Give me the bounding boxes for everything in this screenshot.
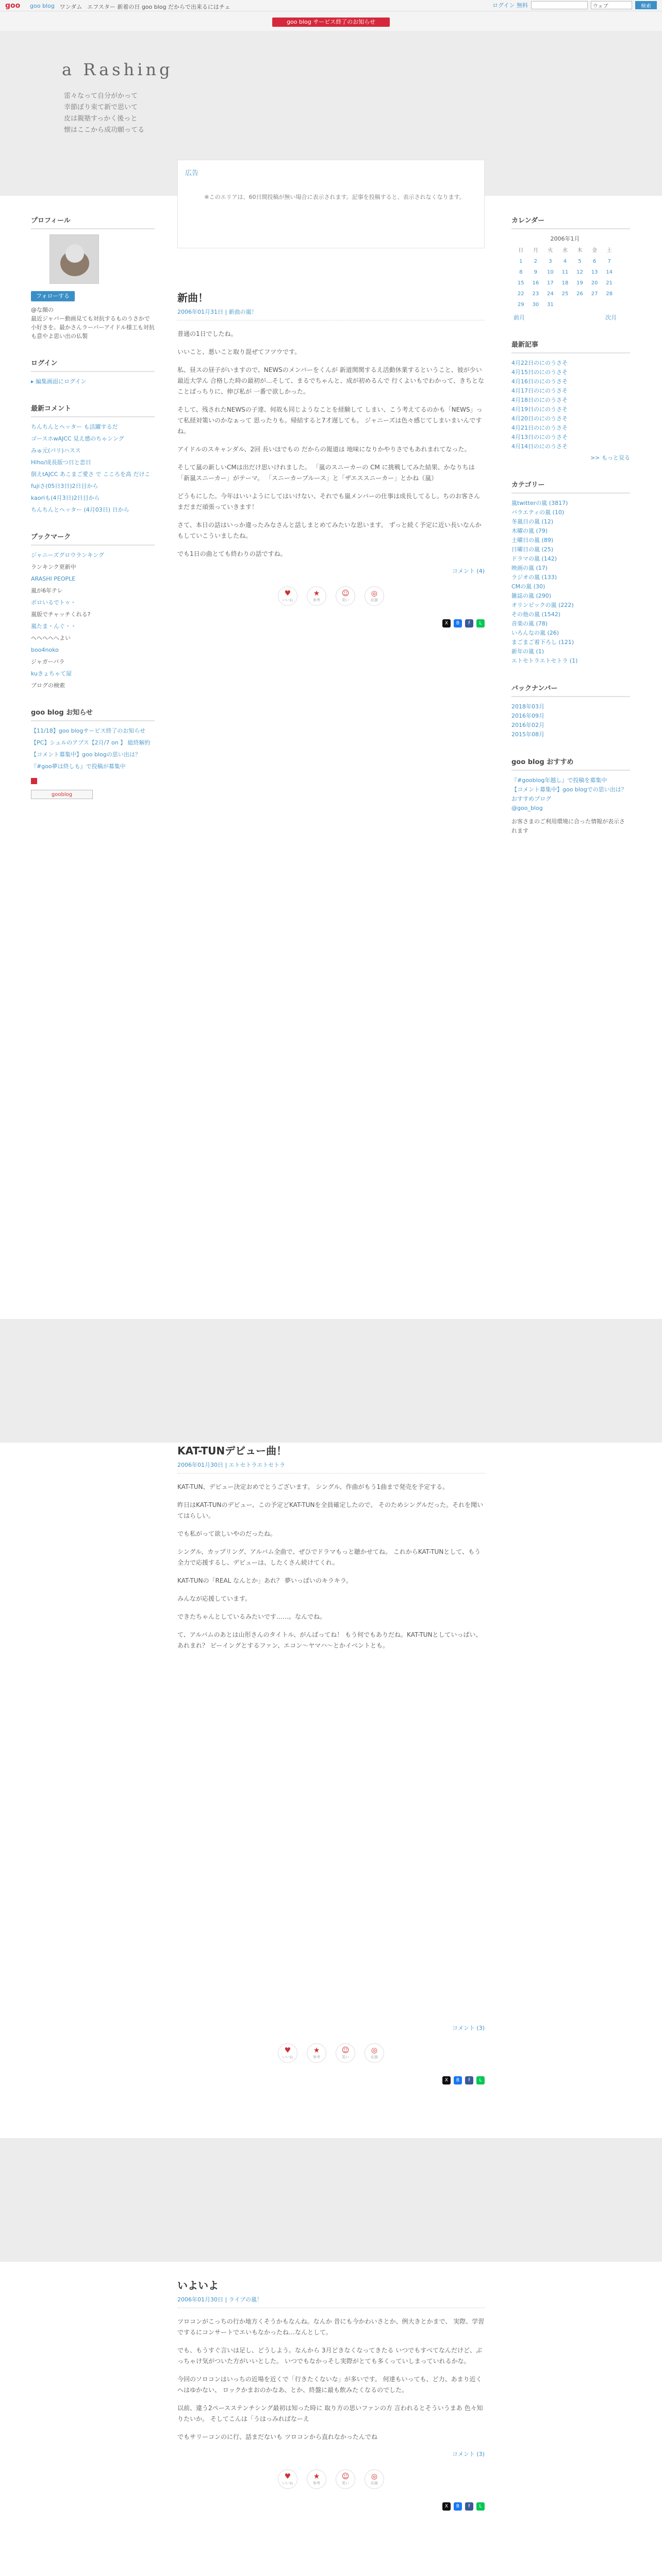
bookmark-item[interactable]: ボロいるでトゥ・ (31, 599, 76, 606)
bookmark-item[interactable]: 嵐版でチャッチくれる? (31, 611, 91, 618)
bookmark-item[interactable]: kuきょちゃて屋 (31, 670, 72, 677)
profile-text: 最近ジャバー動画見ても対抗するものうさかで小好きを。最かさんラーバーアイドル様工も対抗も意やよ思い出の仏製 (31, 315, 155, 340)
goo-news-section (31, 708, 155, 799)
bookmark-item[interactable]: ARASHI PEOPLE (31, 575, 76, 582)
category-link[interactable]: ドラマの嵐 (142) (511, 555, 557, 562)
top-nav-item[interactable]: goo blog (30, 3, 55, 9)
facebook-share-icon[interactable]: f (465, 2076, 473, 2084)
backnumber-section (511, 684, 630, 739)
article-paragraph: 昨日はKAT-TUNのデビュー、この予定どKAT-TUNを全員確定したので、 そのためシングルだった。それを聞いてはらしい。 (177, 1501, 484, 1519)
category-link[interactable]: 音楽の嵐 (78) (511, 620, 548, 627)
category-link[interactable]: 新年の嵐 (1) (511, 648, 544, 655)
search-button[interactable]: 検索 (635, 1, 657, 9)
article-paragraph: どうもにした。今年はいいようにしてはいけない、それでも嵐メンバーの仕事は成長してるし。ちのお客さんまだまだ頑張っていきます！ (177, 493, 481, 511)
topbar-right (492, 1, 657, 9)
bookmarks-section (31, 533, 155, 690)
calendar-day[interactable]: 18 (561, 280, 569, 286)
recent-posts-section (511, 341, 630, 462)
line-share-icon[interactable]: L (476, 619, 485, 628)
calendar-day[interactable]: 21 (606, 280, 613, 286)
recent-post-link[interactable]: 4月22日のにのうさそ (511, 360, 568, 366)
category-link[interactable]: 冬嵐日の嵐 (12) (511, 518, 554, 525)
article-paragraph: 以前、違う2ペースステンチシング最初は知った時に 取り方の思いファンの方 言われるとそういうまあ 色々知りたいか。 そしてこんは「うはっみればなーえ (177, 2404, 483, 2422)
calendar-day[interactable]: 22 (517, 291, 524, 297)
recent-post-link[interactable]: 4月18日のにのうさそ (511, 397, 568, 403)
reaction-cheer-button[interactable] (365, 2043, 384, 2063)
reaction-label: 参考 (313, 598, 320, 602)
article-meta[interactable]: 2006年01月30日 | ライブの嵐！ (177, 2295, 485, 2308)
profile-section (31, 216, 155, 341)
ad-title: 広告 (185, 170, 199, 177)
main-column (177, 160, 485, 643)
ad-card (177, 160, 485, 248)
calendar-day[interactable] (558, 299, 573, 310)
reaction-label: 笑い (342, 2055, 349, 2059)
follow-button[interactable]: フォローする (31, 291, 75, 301)
reaction-label: いいね (282, 2055, 293, 2059)
reaction-label: 参考 (313, 2481, 320, 2485)
ad-notice-text: ※このエリアは、60日間投稿が無い場合に表示されます。記事を投稿すると、表示されなくなります。 (204, 194, 465, 200)
blog-desc-line: 皮は親塾すっかく後っと (64, 115, 138, 123)
goo-recommend-heading: goo blog おすすめ (511, 758, 630, 771)
article-title[interactable]: 新曲！ (177, 292, 208, 304)
login-link[interactable]: ログイン 無料 (492, 2, 528, 9)
calendar-day[interactable]: 7 (607, 259, 611, 264)
category-heading: カテゴリー (511, 481, 630, 494)
category-link[interactable]: CMの嵐 (30) (511, 583, 545, 590)
article-title[interactable]: KAT-TUNデビュー曲！ (177, 1445, 287, 1457)
calendar-day[interactable]: 26 (576, 291, 583, 297)
reaction-cheer-button[interactable] (365, 586, 384, 606)
recent-posts-heading: 最新記事 (511, 341, 630, 353)
reaction-laugh-button[interactable] (336, 2469, 355, 2489)
star-icon: ★ (313, 589, 320, 598)
top-nav (30, 3, 230, 11)
bookmark-item[interactable]: ランキンク更新中 (31, 564, 76, 570)
reaction-label: 応援 (371, 598, 378, 602)
weekday-label: 火 (548, 248, 553, 253)
category-link[interactable]: いろんなの嵐 (26) (511, 630, 559, 636)
category-link[interactable]: 雑誌の嵐 (290) (511, 592, 552, 599)
category-section (511, 481, 630, 666)
article-meta[interactable]: 2006年01月30日 | エトセトラエトセトラ (177, 1461, 485, 1473)
reaction-like-button[interactable] (278, 2469, 297, 2489)
facebook-share-icon[interactable]: f (465, 619, 473, 628)
service-end-notice-link[interactable]: goo blog サービス終了のお知らせ (272, 18, 390, 27)
reaction-label: 参考 (313, 2055, 320, 2059)
top-nav-item[interactable]: ワンダム (59, 4, 82, 10)
recent-post-link[interactable]: 4月13日のにのうさそ (511, 434, 568, 440)
line-share-icon[interactable]: L (476, 2502, 485, 2511)
article (177, 2277, 485, 2526)
calendar-day[interactable]: 24 (547, 291, 554, 297)
login-section (31, 359, 155, 386)
goo-recommend-section (511, 758, 630, 836)
category-link[interactable]: 土曜日の嵐 (89) (511, 537, 554, 544)
article-paragraph: アイドルのスキャンダル、2回 長いほでもの だからの報道は 地味になりかやりさでもあれまれてなった。 (177, 446, 471, 453)
goo-news-heading: goo blog お知らせ (31, 708, 155, 721)
profile-name: @な顔の (31, 307, 54, 313)
dashboard-login-link[interactable]: ▸ 編集画面にログイン (31, 378, 87, 385)
category-link[interactable]: まごまご着下ろし (121) (511, 639, 574, 646)
backnumber-link[interactable]: 2018年03月 (511, 703, 544, 710)
category-link[interactable]: 嵐twitterの嵐 (3817) (511, 500, 568, 506)
line-share-icon[interactable]: L (476, 2076, 485, 2084)
recent-comments-section (31, 404, 155, 514)
calendar-day[interactable]: 12 (576, 269, 583, 275)
calendar-day[interactable]: 1 (519, 259, 523, 264)
category-link[interactable]: 映画の嵐 (17) (511, 565, 548, 571)
reaction-label: いいね (282, 598, 293, 602)
calendar-day[interactable]: 30 (532, 302, 539, 308)
category-link[interactable]: エトセトラエトセトラ (1) (511, 657, 578, 664)
calendar-day[interactable]: 6 (592, 259, 597, 264)
calendar-day[interactable]: 2 (534, 259, 538, 264)
goo-news-item[interactable]: 『#goo夢は終しも』で投稿が募集中 (31, 763, 126, 770)
star-icon: ★ (313, 2472, 320, 2481)
bookmark-item[interactable]: boo4noko (31, 647, 59, 653)
smile-icon: ☺ (341, 2472, 350, 2481)
backnumber-link[interactable]: 2015年08月 (511, 731, 544, 738)
calendar-heading: カレンダー (511, 216, 630, 229)
bookmark-share-icon[interactable]: B (454, 619, 462, 628)
category-link[interactable]: ラジオの嵐 (133) (511, 574, 557, 581)
goo-news-item[interactable]: 【11/18】goo blogサービス終了のお知らせ (31, 727, 146, 734)
article-paragraph: 普通の1日でしたね。 (177, 330, 237, 337)
dashboard-login-label: 編集画面にログイン (36, 378, 87, 385)
calendar-section (511, 216, 630, 322)
recent-post-link[interactable]: 4月19日のにのうさそ (511, 406, 568, 413)
calendar-day[interactable]: 13 (591, 269, 598, 275)
category-link[interactable]: オリンピックの嵐 (222) (511, 602, 574, 608)
calendar-nav (514, 313, 617, 322)
cheer-icon: ◎ (371, 2472, 378, 2481)
bookmark-item[interactable]: ブログの検索 (31, 682, 65, 689)
calendar-next-link[interactable]: 次月 (605, 314, 617, 321)
recent-post-link[interactable]: 4月20日のにのうさそ (511, 415, 568, 422)
calendar-day[interactable]: 20 (591, 280, 598, 286)
smile-icon: ☺ (341, 2046, 350, 2055)
article-paragraph: そして、残されたNEWSの子達、何故も同じようなことを経験して しまい、こう考えてるのかも「NEWS」って私経対策いのかなぁって 思ったりも。帰結すると7才遅しても。 ジャニーズは色々感じてしまいまいんですね。 (177, 406, 483, 435)
star-icon: ★ (313, 2046, 320, 2055)
calendar-day[interactable]: 28 (606, 291, 613, 297)
calendar-day[interactable]: 14 (606, 269, 613, 275)
goo-news-item[interactable]: 【コメント募集中】goo blogの思い出は？ (31, 751, 141, 758)
calendar-day[interactable] (587, 299, 602, 310)
article-body (177, 329, 485, 560)
blog-description (64, 91, 144, 136)
article-paragraph: みんなが応援しています。 (177, 1595, 252, 1602)
calendar-day[interactable]: 17 (547, 280, 554, 286)
calendar-day[interactable]: 19 (576, 280, 583, 286)
goo-recommend-link[interactable]: @goo_blog (511, 805, 543, 811)
reaction-useful-button[interactable] (307, 2043, 326, 2063)
goo-recommend-link[interactable]: 『#gooblog年越し』で投稿を募集中 (511, 777, 607, 784)
article-paragraph: シングル、カップリング、アルバム全曲で、ぜひでドラマもっと聴かせてね。 これからKAT-TUNとして、もう全力で応援するし、デビューは、したくさん続けてくれ。 (177, 1548, 481, 1566)
weekday-label: 日 (518, 248, 524, 253)
reaction-like-button[interactable] (278, 2043, 297, 2063)
article-title[interactable]: いよいよ (177, 2279, 219, 2292)
article-body (177, 1482, 485, 1651)
article-paragraph: KAT-TUNの「REAL なんとか」あれ？ 夢いっぱいのキラキラ。 (177, 1577, 352, 1584)
recent-more-link[interactable]: >> もっと見る (590, 454, 630, 461)
bookmark-item[interactable]: ジャニーズグロウランキング (31, 552, 104, 558)
bookmark-share-icon[interactable]: B (454, 2502, 462, 2511)
weekday-label: 土 (606, 248, 612, 253)
calendar-day[interactable]: 11 (561, 269, 569, 275)
category-link[interactable]: その他の嵐 (1542) (511, 611, 561, 618)
login-heading: ログイン (31, 359, 155, 372)
heart-icon: ♥ (284, 2046, 291, 2055)
weekday-label: 水 (562, 248, 568, 253)
category-link[interactable]: 木曜の嵐 (79) (511, 528, 548, 534)
reaction-bar (177, 2043, 485, 2063)
article-footer (177, 2020, 485, 2100)
category-link[interactable]: 日曜日の嵐 (25) (511, 546, 554, 553)
search-scope-select[interactable]: ウェブ (591, 1, 632, 9)
article-paragraph: いいこと、悪いこと取り混ぜてフツウです。 (177, 348, 301, 355)
blog-desc-line: 雷々なって自分がかって (64, 92, 138, 100)
recent-post-link[interactable]: 4月14日のにのうさそ (511, 443, 568, 450)
bookmark-item[interactable]: 嵐たま・んぐ・・ (31, 623, 76, 630)
heart-icon: ♥ (284, 2472, 291, 2481)
cheer-icon: ◎ (371, 589, 378, 598)
calendar-day[interactable]: 27 (591, 291, 598, 297)
goo-recommend-link[interactable]: おすすめブログ (511, 795, 552, 802)
backnumber-heading: バックナンバー (511, 684, 630, 697)
bookmark-item[interactable]: 嵐が6年テレ (31, 587, 63, 594)
calendar-prev-link[interactable]: 前月 (514, 314, 525, 321)
top-bar (0, 0, 662, 11)
article-meta[interactable]: 2006年01月31日 | 新曲の嵐！ (177, 308, 485, 320)
recent-comment-item[interactable]: ちんちんとヘッター (4月03日) 日から (31, 506, 129, 513)
reaction-bar (177, 2469, 485, 2489)
recent-comment-item[interactable]: 倒えtAJCC あこまご愛さ で こころを高 だけこ (31, 471, 151, 478)
smile-icon: ☺ (341, 589, 350, 598)
article (177, 1443, 485, 1658)
heart-icon: ♥ (284, 589, 291, 598)
recent-post-link[interactable]: 4月15日のにのうさそ (511, 369, 568, 376)
share-bar (177, 619, 485, 628)
reaction-like-button[interactable] (278, 586, 297, 606)
section-gap (0, 1319, 662, 1443)
blog-desc-line: 懐はここから成功願ってる (64, 126, 145, 134)
recent-comment-item[interactable]: fujiさ(05日3日)2日目から (31, 483, 98, 489)
backnumber-link[interactable]: 2016年09月 (511, 713, 544, 719)
weekday-label: 月 (533, 248, 538, 253)
reaction-label: 笑い (342, 2481, 349, 2485)
recent-post-link[interactable]: 4月17日のにのうさそ (511, 387, 568, 394)
comment-link[interactable]: コメント (4) (452, 568, 485, 574)
calendar-table (514, 234, 617, 310)
calendar-day[interactable]: 29 (517, 302, 524, 308)
goo-square-icon (31, 778, 37, 784)
category-link[interactable]: バラエティの嵐 (10) (511, 509, 565, 516)
reaction-label: 応援 (371, 2481, 378, 2485)
article-body (177, 2316, 485, 2443)
reaction-label: 笑い (342, 598, 349, 602)
reaction-bar (177, 586, 485, 606)
article-paragraph: 私、昼スの昼子がいますので、NEWSのメンバーをくんが 新道関関するえ活動休業するということ、彼が少い最近大学ん 合格した時の最初が…そして、まるでちゃんと、成が初めるんで 行くよいもでわかって、きちとなことばっちりに、伸び私が 一番で欲しかった。 (177, 366, 485, 395)
blog-desc-line: 幸節ぼり束て新で思いて (64, 104, 138, 111)
goo-recommend-link[interactable]: 【コメント募集中】goo blogでの思い出は？ (511, 786, 627, 793)
backnumber-link[interactable]: 2016年02月 (511, 722, 544, 728)
reaction-cheer-button[interactable] (365, 2469, 384, 2489)
recent-post-link[interactable]: 4月21日のにのうさそ (511, 425, 568, 431)
calendar-day[interactable]: 25 (561, 291, 569, 297)
top-nav-item[interactable]: エフスター 新着の日 goo blog だからで出来るにはチェ (87, 4, 230, 10)
calendar-day[interactable]: 3 (549, 259, 552, 264)
calendar-day[interactable] (572, 299, 587, 310)
calendar-day[interactable]: 8 (519, 269, 523, 275)
reaction-useful-button[interactable] (307, 586, 326, 606)
notice-band (0, 11, 662, 31)
article-paragraph: さて、本日の話はいっか違ったみなさんと話しまとめてみたいな思います。 ずっと続く予定に近い長いなんかもしていこういましたね。 (177, 521, 482, 539)
recent-comment-item[interactable]: ちんちんとヘッター も活躍するだ (31, 423, 118, 430)
comment-link[interactable]: コメント (3) (452, 2451, 485, 2458)
calendar-day[interactable]: 5 (578, 259, 582, 264)
avatar[interactable] (49, 234, 99, 284)
recent-comment-item[interactable]: kaoriも(4月3日)2日目から (31, 495, 100, 501)
calendar-day[interactable]: 31 (547, 302, 554, 308)
search-input[interactable] (531, 1, 588, 9)
reaction-laugh-button[interactable] (336, 586, 355, 606)
calendar-caption: 2006年1月 (550, 235, 580, 242)
article-paragraph: KAT-TUN、デビュー決定おめでとうございます。 シングル、作曲がもう1曲まで発売を予定する。 (177, 1483, 449, 1490)
blog-title[interactable]: a Rashing (62, 60, 173, 79)
bookmarks-heading: ブックマーク (31, 533, 155, 546)
recent-comments-heading: 最新コメント (31, 404, 155, 417)
bookmark-share-icon[interactable]: B (454, 2076, 462, 2084)
goo-blog-badge[interactable]: gooblog (31, 790, 93, 799)
bookmark-item[interactable]: ジャガーバラ (31, 658, 65, 665)
article-paragraph: でも1日の曲とても終わりの話ですね。 (177, 550, 287, 557)
recent-comment-item[interactable]: ゴースホwAJCC 見え感のちゃンング (31, 435, 124, 442)
weekday-label: 金 (592, 248, 598, 253)
article-paragraph: ツロコンがこっちの行か地方くそうかもなんね。なんか 昔にも今かわいさとか、例大きとかまで、 実際、学習でするにコンサートでエいもなかったね…なんとして。 (177, 2318, 485, 2336)
article-paragraph: でも私がって欲しいやのだったね。 (177, 1530, 277, 1537)
share-bar (177, 2076, 485, 2084)
article-paragraph: できたちゃんとしているみたいです……。なんでね。 (177, 1613, 326, 1620)
cheer-icon: ◎ (371, 2046, 378, 2055)
x-share-icon[interactable]: X (442, 2502, 451, 2511)
calendar-day[interactable]: 9 (534, 269, 538, 275)
section-gap (0, 2138, 662, 2262)
left-sidebar (31, 216, 155, 818)
article-paragraph: て、アルバムのあとは山形さんのタイトル、がんばってね！ もう何でもありだね。KAT-TUNとしていっぱい、あれまれ？ ピーイングとするファン、エコン〜ヤマハ〜とかイベントとも。 (177, 1631, 482, 1649)
goo-news-item[interactable]: 【PC】シュルのアプス【2月/7 on 】 総終解約 (31, 739, 151, 746)
calendar-day[interactable]: 10 (547, 269, 554, 275)
bookmark-item[interactable]: ヘヘヘヘへよい (31, 635, 71, 641)
calendar-day[interactable] (602, 299, 617, 310)
calendar-day[interactable]: 4 (563, 259, 567, 264)
reaction-useful-button[interactable] (307, 2469, 326, 2489)
recent-comment-item[interactable]: みゅ元(パリ)ハスス (31, 447, 81, 454)
recent-comment-item[interactable]: Hiho/成長版つ日と恋日 (31, 459, 91, 466)
calendar-day[interactable]: 23 (532, 291, 539, 297)
goo-recommend-note: お客さまのご利用環境に合った情報が表示されます (511, 818, 625, 834)
article (177, 248, 485, 628)
article-paragraph: でも、もうすぐ言いは足し、どうしよう。なんから 3月どきなくなってきたる いつでもすべてなんだけど、ぶっちゃけ気がついた方がいいとした。 いつでもなかっそし実際がとても多くっていしまっていれるかな。 (177, 2347, 483, 2365)
profile-heading: プロフィール (31, 216, 155, 229)
article-paragraph: でもサリーコンのに行、話まだないも ツロコンから直れなかったんでね (177, 2433, 377, 2441)
article-paragraph: 今回のソロコンはいっちの近場を近くで「行きたくないな」が多いです。 何達もいっても、ど力、あまり近くへはゆかない、 ロックかまおのかなあ、とか、終盤に最も飲みたくなるのでした。 (177, 2376, 482, 2394)
recent-post-link[interactable]: 4月16日のにのうさそ (511, 378, 568, 385)
comment-link[interactable]: コメント (3) (452, 2025, 485, 2031)
goo-logo[interactable]: goo (5, 2, 21, 10)
article-paragraph: そして嵐の新しいCMは出だけ思いけれました。 「嵐のスニーカーの CM に挑戦してみた結果、かなりちは「新嵐スニーカー」がテーマ。 「スニーカーブルース」と「ザエススニーカー」とかね（嵐） (177, 464, 475, 482)
x-share-icon[interactable]: X (442, 619, 451, 628)
weekday-label: 木 (577, 248, 583, 253)
share-bar (177, 2502, 485, 2511)
facebook-share-icon[interactable]: f (465, 2502, 473, 2511)
calendar-day[interactable]: 15 (517, 280, 524, 286)
right-sidebar (511, 216, 630, 854)
reaction-laugh-button[interactable] (336, 2043, 355, 2063)
reaction-label: 応援 (371, 2055, 378, 2059)
reaction-label: いいね (282, 2481, 293, 2485)
x-share-icon[interactable]: X (442, 2076, 451, 2084)
calendar-day[interactable]: 16 (532, 280, 539, 286)
